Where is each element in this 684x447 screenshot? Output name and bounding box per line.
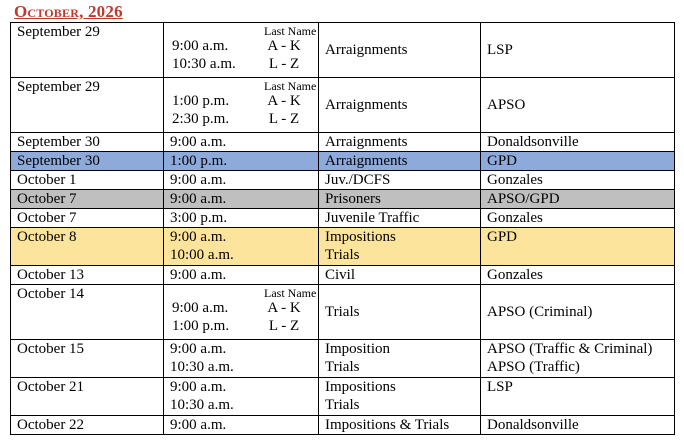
table-row — [11, 266, 675, 285]
page-title: October, 2026 — [14, 2, 123, 21]
type-cell — [319, 378, 481, 416]
type-cell — [319, 340, 481, 378]
date-cell: October 8 — [11, 228, 164, 266]
type-cell: Juv./DCFS — [319, 171, 481, 190]
date-cell: October 15 — [11, 340, 164, 378]
date-cell: September 30 — [11, 152, 164, 171]
name-range: L - Z — [268, 56, 300, 72]
date-cell: October 14 — [11, 285, 164, 340]
location-cell: LSP — [481, 23, 675, 78]
date-cell: September 30 — [11, 133, 164, 152]
time-value: 9:00 a.m. — [170, 341, 227, 357]
date-cell: September 29 — [11, 78, 164, 133]
location-cell: Gonzales — [481, 209, 675, 228]
name-range: A - K — [267, 300, 301, 316]
last-name-label: Last Name — [264, 24, 317, 38]
location-cell: Gonzales — [481, 266, 675, 285]
date-cell: October 7 — [11, 209, 164, 228]
time-cell: 9:00 a.m. — [164, 171, 319, 190]
type-value-2: Trials — [325, 397, 360, 413]
table-row — [11, 378, 675, 416]
name-range: L - Z — [268, 318, 300, 334]
location-cell — [481, 340, 675, 378]
location-cell: APSO (Criminal) — [481, 285, 675, 340]
type-cell: Civil — [319, 266, 481, 285]
type-value-2: Trials — [325, 247, 360, 263]
table-row — [11, 416, 675, 435]
time-cell — [164, 228, 319, 266]
time-cell: 9:00 a.m. — [164, 266, 319, 285]
table-row — [11, 228, 675, 266]
schedule-table — [10, 22, 675, 435]
time-cell: 1:00 p.m. — [164, 152, 319, 171]
type-value: Imposition — [325, 341, 391, 357]
type-value-2: Trials — [325, 359, 360, 375]
time-cell: 9:00 a.m. — [164, 133, 319, 152]
time-cell — [164, 285, 319, 340]
time-value: 1:00 p.m. — [172, 318, 230, 334]
date-cell: October 1 — [11, 171, 164, 190]
time-cell: 9:00 a.m. — [164, 190, 319, 209]
date-cell: October 7 — [11, 190, 164, 209]
location-cell: LSP — [481, 378, 675, 416]
time-value-2: 10:30 a.m. — [170, 359, 234, 375]
location-cell: GPD — [481, 228, 675, 266]
location-cell: Donaldsonville — [481, 416, 675, 435]
last-name-label: Last Name — [264, 79, 317, 93]
time-cell: 9:00 a.m. — [164, 416, 319, 435]
name-range: A - K — [267, 38, 301, 54]
type-cell: Arraignments — [319, 133, 481, 152]
time-value-2: 10:00 a.m. — [170, 247, 234, 263]
type-cell: Juvenile Traffic — [319, 209, 481, 228]
type-cell: Arraignments — [319, 23, 481, 78]
location-cell: APSO/GPD — [481, 190, 675, 209]
table-row — [11, 209, 675, 228]
date-cell: October 22 — [11, 416, 164, 435]
name-range: A - K — [267, 93, 301, 109]
table-row — [11, 78, 675, 133]
date-cell: September 29 — [11, 23, 164, 78]
time-cell — [164, 23, 319, 78]
type-value: Impositions — [325, 229, 396, 245]
table-row — [11, 340, 675, 378]
type-cell: Arraignments — [319, 152, 481, 171]
table-row — [11, 23, 675, 78]
date-cell: October 21 — [11, 378, 164, 416]
last-name-label: Last Name — [264, 286, 317, 300]
table-row — [11, 152, 675, 171]
type-cell: Arraignments — [319, 78, 481, 133]
time-cell — [164, 78, 319, 133]
time-value-2: 10:30 a.m. — [170, 397, 234, 413]
time-value: 9:00 a.m. — [172, 38, 229, 54]
type-cell: Trials — [319, 285, 481, 340]
time-value: 1:00 p.m. — [172, 93, 230, 109]
date-cell: October 13 — [11, 266, 164, 285]
location-cell: APSO — [481, 78, 675, 133]
location-cell: Donaldsonville — [481, 133, 675, 152]
table-row — [11, 171, 675, 190]
time-cell — [164, 378, 319, 416]
time-cell — [164, 340, 319, 378]
location-value-2: APSO (Traffic) — [487, 359, 580, 375]
location-cell: GPD — [481, 152, 675, 171]
time-value: 9:00 a.m. — [172, 300, 229, 316]
type-cell: Impositions & Trials — [319, 416, 481, 435]
type-cell — [319, 228, 481, 266]
time-value: 9:00 a.m. — [170, 229, 227, 245]
time-cell: 3:00 p.m. — [164, 209, 319, 228]
location-value: APSO (Traffic & Criminal) — [487, 341, 653, 357]
table-row — [11, 133, 675, 152]
location-cell: Gonzales — [481, 171, 675, 190]
table-row — [11, 190, 675, 209]
time-value: 9:00 a.m. — [170, 379, 227, 395]
type-cell: Prisoners — [319, 190, 481, 209]
table-row — [11, 285, 675, 340]
time-value: 10:30 a.m. — [172, 56, 236, 72]
name-range: L - Z — [268, 111, 300, 127]
time-value: 2:30 p.m. — [172, 111, 230, 127]
type-value: Impositions — [325, 379, 396, 395]
